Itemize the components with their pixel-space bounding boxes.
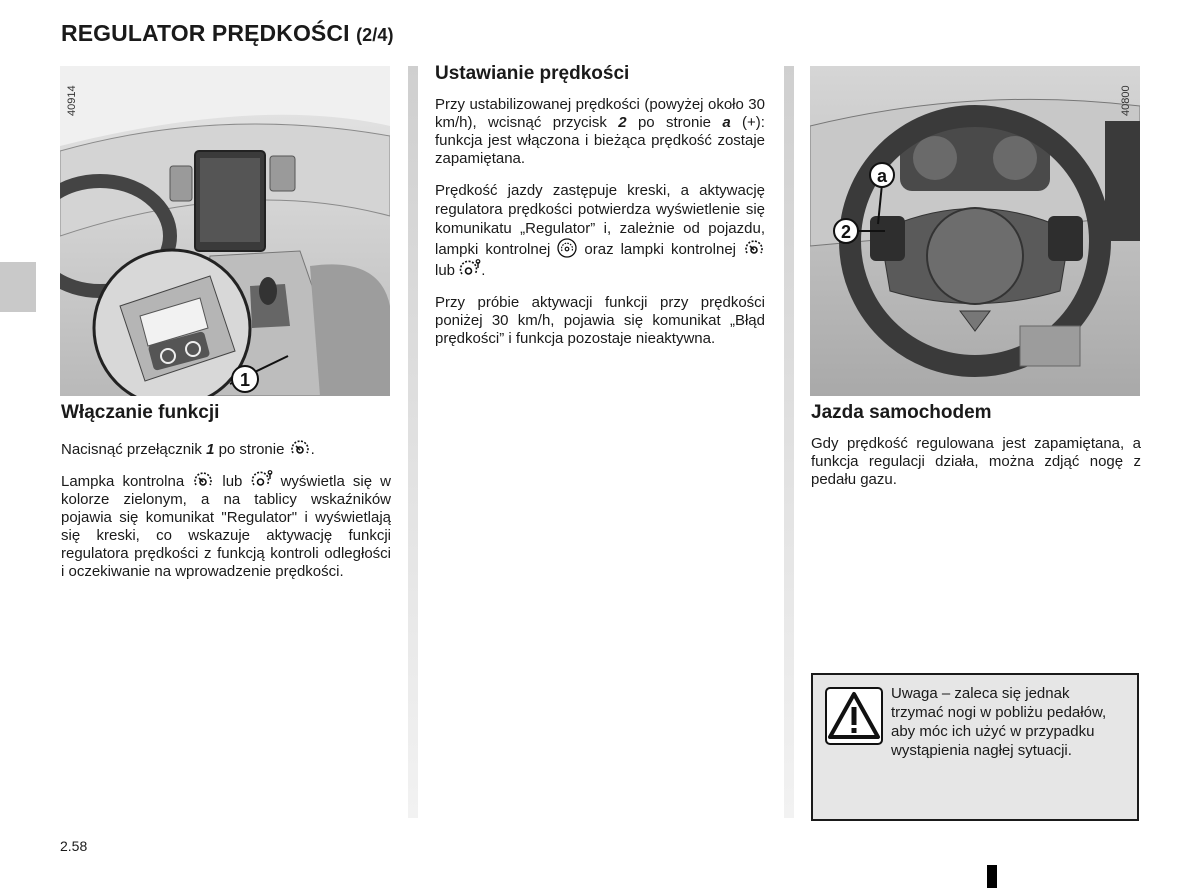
cruise-control-icon xyxy=(743,238,765,258)
callout-2-label: 2 xyxy=(840,222,852,242)
page-number: 2.58 xyxy=(60,838,88,854)
heading-driving: Jazda samochodem xyxy=(811,402,992,423)
cruise-control-icon xyxy=(192,470,214,490)
warning-text: Uwaga – zaleca się jednak trzymać nogi w pobliżu pedałów, aby móc ich użyć w przypadku wystąpienia nagłej sytuacji. xyxy=(827,684,1125,760)
adaptive-cruise-control-icon xyxy=(251,470,273,490)
left-paragraph-2: Lampka kontrolna lub wyświetla się w kolorze zielonym, a na tablicy wskaźników pojawia się komunikat "Regulator" i wyświetlają się kreski, co wskazuje aktywację funkcji regulatora prędkości z funkcją kontroli odległości i oczekiwanie na wprowadzenie prędkości. xyxy=(61,470,391,581)
left-paragraph-1: Nacisnąć przełącznik 1 po stronie . xyxy=(61,438,391,459)
dashboard-illustration xyxy=(60,66,390,396)
page-edge-mark xyxy=(987,865,997,888)
callout-1-label: 1 xyxy=(239,370,251,390)
page-title xyxy=(61,20,394,47)
middle-paragraph-2: Prędkość jazdy zastępuje kreski, a aktywację regulatora prędkości potwierdza wyświetlenie się komunikatu „Regulator” i, zależnie od pojazdu, lampki kontrolnej oraz lampki kontrolnej lub . xyxy=(435,182,765,279)
middle-paragraph-3: Przy próbie aktywacji funkcji przy prędkości poniżej 30 km/h, pojawia się komunikat „Błąd prędkości” i funkcja pozostaje nieaktywna. xyxy=(435,294,765,347)
warning-triangle-icon xyxy=(825,687,883,745)
warning-box xyxy=(811,673,1139,821)
steering-wheel-illustration xyxy=(810,66,1140,396)
column-separator-left xyxy=(408,66,418,818)
right-paragraph-1: Gdy prędkość regulowana jest zapamiętana, a funkcja regulacji działa, można zdjąć nogę z pedału gazu. xyxy=(811,435,1141,488)
column-separator-right xyxy=(784,66,794,818)
heading-set-speed: Ustawianie prędkości xyxy=(435,63,630,84)
cruise-control-icon xyxy=(289,438,311,458)
chapter-tab xyxy=(0,262,36,312)
heading-enable-function: Włączanie funkcji xyxy=(61,402,220,423)
callout-a-label: a xyxy=(876,166,888,186)
adaptive-cruise-control-icon xyxy=(459,259,481,279)
figure-code-left: 40914 xyxy=(66,85,78,116)
page-title-text: REGULATOR PRĘDKOŚCI xyxy=(61,20,350,46)
page-title-suffix: (2/4) xyxy=(356,25,394,45)
figure-code-right: 40800 xyxy=(1120,85,1132,116)
cruise-control-circle-icon xyxy=(557,238,577,258)
middle-paragraph-1: Przy ustabilizowanej prędkości (powyżej około 30 km/h), wcisnąć przycisk 2 po stronie a (+): funkcja jest włączona i bieżąca prędkość zostaje zapamiętana. xyxy=(435,96,765,167)
